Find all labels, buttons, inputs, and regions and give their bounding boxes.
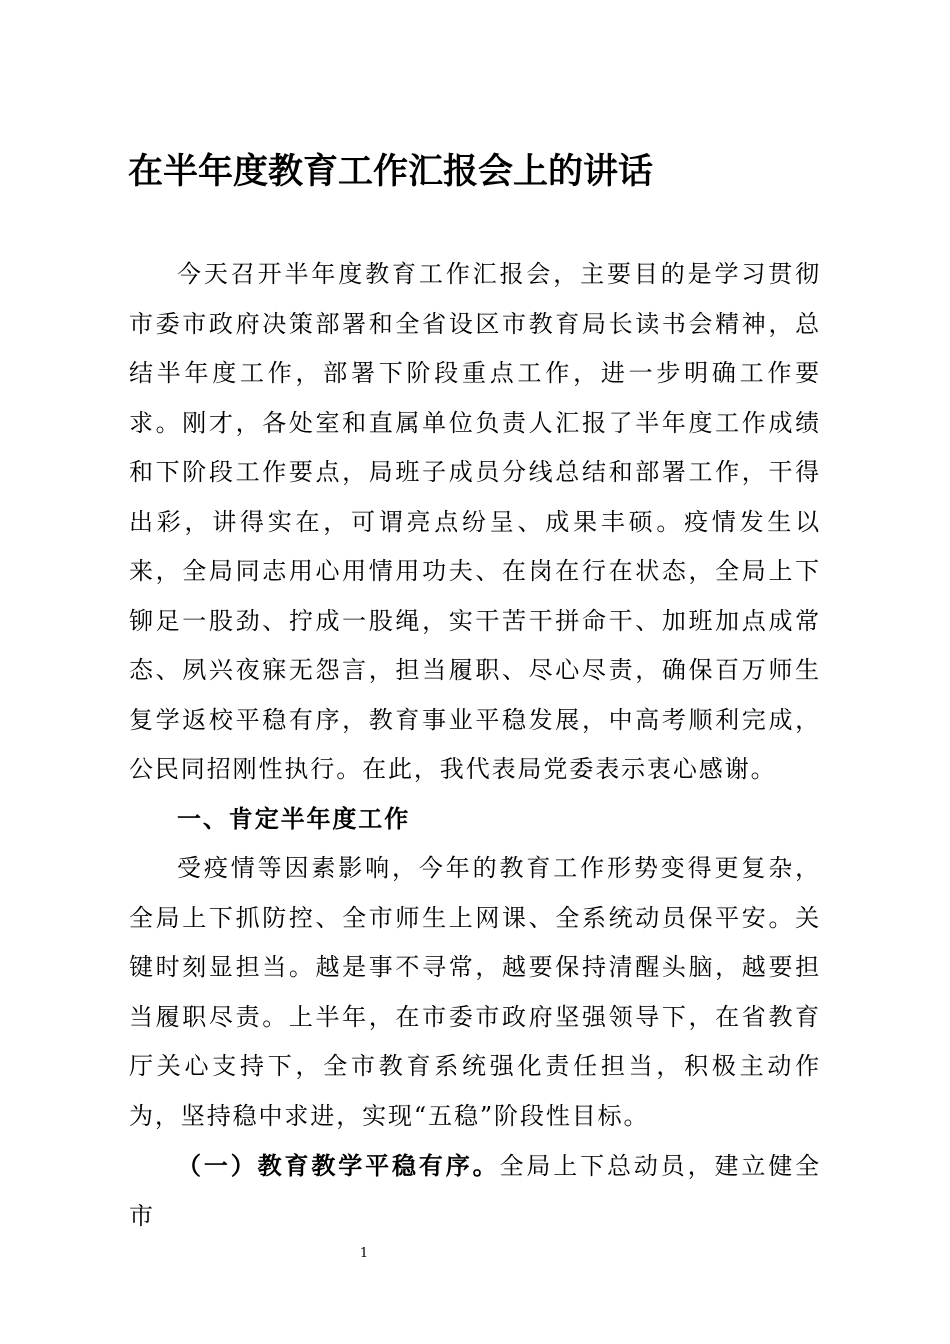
subsection-text-1: 全局上下总动员，建立健全市 [129, 1152, 821, 1230]
document-body [129, 250, 821, 1241]
paragraph-intro: 今天召开半年度教育工作汇报会，主要目的是学习贯彻市委市政府决策部署和全省设区市教育局长读书会精神，总结半年度工作，部署下阶段重点工作，进一步明确工作要求。刚才，各处室和直属单位负责人汇报了半年度工作成绩和下阶段工作要点，局班子成员分线总结和部署工作，干得出彩，讲得实在，可谓亮点纷呈、成果丰硕。疫情发生以来，全局同志用心用情用功夫、在岗在行在状态，全局上下铆足一股劲、拧成一股绳，实干苦干拼命干、加班加点成常态、夙兴夜寐无怨言，担当履职、尽心尽责，确保百万师生复学返校平稳有序，教育事业平稳发展，中高考顺利完成，公民同招刚性执行。在此，我代表局党委表示衷心感谢。 [129, 260, 821, 783]
page-number: 1 [359, 1246, 369, 1261]
subsection-heading-1: （一）教育教学平稳有序。 [177, 1151, 500, 1180]
document-title: 在半年度教育工作汇报会上的讲话 [128, 152, 654, 192]
section-heading-1: 一、肯定半年度工作 [177, 804, 411, 833]
paragraph-section-1: 受疫情等因素影响，今年的教育工作形势变得更复杂，全局上下抓防控、全市师生上网课、全系统动员保平安。关键时刻显担当。越是事不寻常，越要保持清醒头脑，越要担当履职尽责。上半年，在市委市政府坚强领导下，在省教育厅关心支持下，全市教育系统强化责任担当，积极主动作为，坚持稳中求进，实现“五稳”阶段性目标。 [129, 854, 821, 1130]
paragraph-subsection-1 [129, 1141, 821, 1241]
